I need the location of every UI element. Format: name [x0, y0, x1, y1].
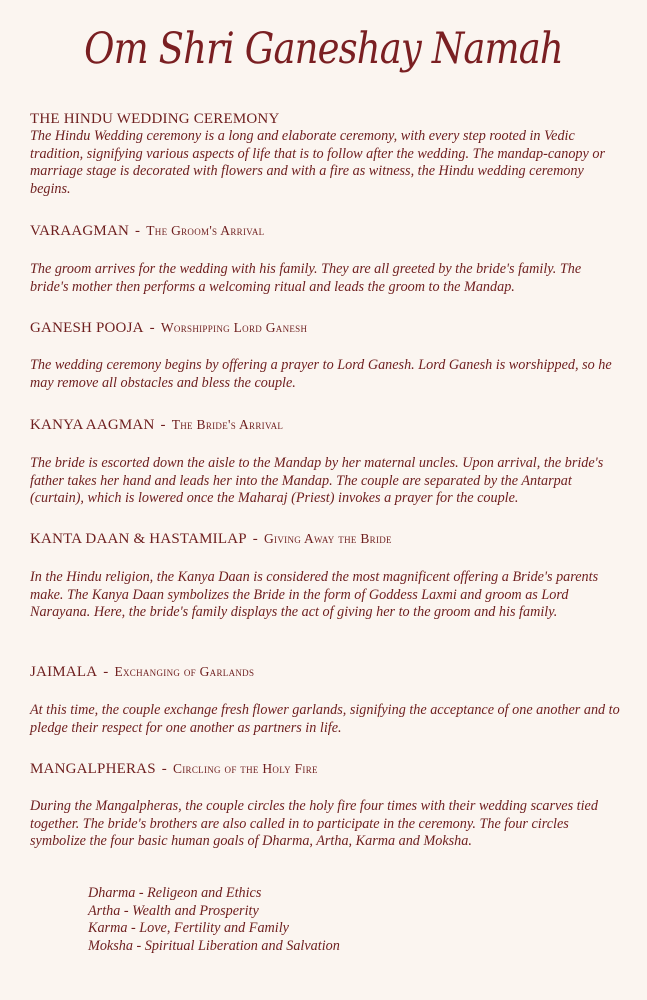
- section-subtitle: Exchanging of Garlands: [114, 664, 255, 679]
- separator: -: [149, 320, 155, 336]
- section-heading-kanta-daan: [30, 531, 392, 548]
- section-subtitle: Circling of the Holy Fire: [172, 761, 318, 776]
- intro-heading: THE HINDU WEDDING CEREMONY: [30, 111, 280, 127]
- section-name: VARAAGMAN: [30, 223, 130, 239]
- section-subtitle: The Groom's Arrival: [146, 223, 265, 238]
- goal-item: Karma - Love, Fertility and Family: [88, 920, 289, 936]
- section-heading-mangalpheras: [30, 761, 318, 778]
- section-subtitle: Worshipping Lord Ganesh: [160, 320, 308, 335]
- separator: -: [252, 531, 258, 547]
- section-heading-jaimala: [30, 664, 254, 681]
- section-text-kanya-aagman: The bride is escorted down the aisle to the Mandap by her maternal uncles. Upon arrival, the bride's father takes her hand and leads her into the Mandap. The couple are separated by the Antarpat (curtain), which is lowered once the Maharaj (Priest) invokes a prayer for the couple.: [30, 455, 604, 506]
- section-heading-varaagman: [30, 223, 264, 240]
- section-text-jaimala: At this time, the couple exchange fresh flower garlands, signifying the acceptance of one another and to pledge their respect for one another as partners in life.: [30, 702, 620, 736]
- section-text-mangalpheras: During the Mangalpheras, the couple circles the holy fire four times with their wedding scarves tied together. The bride's brothers are also called in to participate in the ceremony. The four circles symbolize the four basic human goals of Dharma, Artha, Karma and Moksha.: [30, 798, 598, 849]
- goal-item: Dharma - Religeon and Ethics: [88, 885, 262, 901]
- separator: -: [103, 664, 109, 680]
- separator: -: [135, 223, 141, 239]
- separator: -: [160, 417, 166, 433]
- section-name: MANGALPHERAS: [30, 761, 156, 777]
- page-title: Om Shri Ganeshay Namah: [84, 24, 563, 74]
- goals-list: [88, 885, 340, 955]
- section-name: JAIMALA: [30, 664, 98, 680]
- section-name: GANESH POOJA: [30, 320, 144, 336]
- section-heading-ganesh-pooja: [30, 320, 307, 337]
- section-name: KANTA DAAN & HASTAMILAP: [30, 531, 247, 547]
- section-text-ganesh-pooja: The wedding ceremony begins by offering a prayer to Lord Ganesh. Lord Ganesh is worshipped, so he may remove all obstacles and bless the couple.: [30, 357, 612, 391]
- goal-item: Moksha - Spiritual Liberation and Salvation: [88, 937, 340, 954]
- goal-item: Artha - Wealth and Prosperity: [88, 902, 259, 919]
- intro-text: The Hindu Wedding ceremony is a long and elaborate ceremony, with every step rooted in Vedic tradition, signifying various aspects of life that is to follow after the wedding. The mandap-canopy or marriage stage is decorated with flowers and with a fire as witness, the Hindu wedding ceremony begins.: [30, 128, 605, 197]
- section-text-varaagman: The groom arrives for the wedding with his family. They are all greeted by the bride's family. The bride's mother then performs a welcoming ritual and leads the groom to the Mandap.: [30, 261, 582, 295]
- section-heading-kanya-aagman: [30, 417, 283, 434]
- separator: -: [161, 761, 167, 777]
- section-subtitle: The Bride's Arrival: [171, 417, 284, 432]
- section-subtitle: Giving Away the Bride: [264, 531, 392, 546]
- section-text-kanta-daan: In the Hindu religion, the Kanya Daan is considered the most magnificent offering a Bride's parents make. The Kanya Daan symbolizes the Bride in the form of Goddess Laxmi and groom as Lord Narayana. Here, the bride's family displays the act of giving her to the groom and his family.: [30, 569, 599, 620]
- section-name: KANYA AAGMAN: [30, 417, 155, 433]
